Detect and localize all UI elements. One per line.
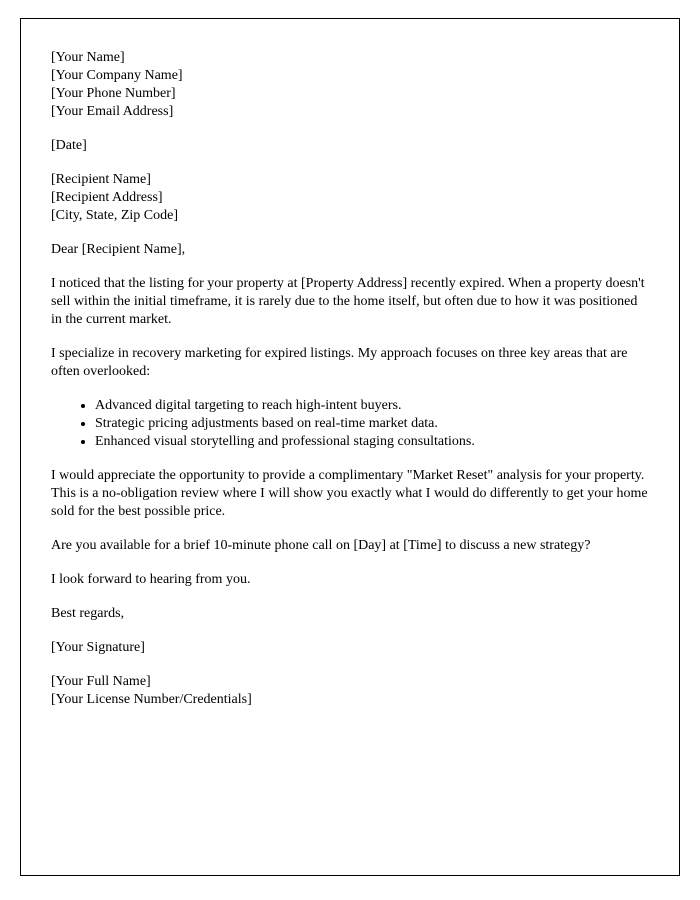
list-item: • Strategic pricing adjustments based on real-time market data.	[95, 415, 649, 433]
letter-page	[20, 18, 680, 876]
key-areas-list	[51, 397, 649, 451]
recipient-block	[51, 171, 649, 225]
signature-credentials: [Your License Number/Credentials]	[51, 692, 252, 707]
closing: Best regards,	[51, 606, 125, 621]
sender-block	[51, 49, 649, 121]
date-line: [Date]	[51, 138, 87, 153]
paragraph-intro: I noticed that the listing for your property at [Property Address] recently expired. When a property doesn't sell within the initial timeframe, it is rarely due to the home itself, but often due to how it was positioned in the current market.	[51, 276, 645, 327]
sender-phone: [Your Phone Number]	[51, 86, 176, 101]
signature-block	[51, 673, 649, 709]
date-block	[51, 137, 649, 155]
recipient-address: [Recipient Address]	[51, 190, 163, 205]
letter-body	[21, 19, 679, 709]
sender-name: [Your Name]	[51, 50, 125, 65]
signature-placeholder: [Your Signature]	[51, 640, 145, 655]
paragraph-call-request: Are you available for a brief 10-minute phone call on [Day] at [Time] to discuss a new strategy?	[51, 538, 591, 553]
sender-email: [Your Email Address]	[51, 104, 174, 119]
recipient-city-state-zip: [City, State, Zip Code]	[51, 208, 179, 223]
recipient-name: [Recipient Name]	[51, 172, 151, 187]
paragraph-offer: I would appreciate the opportunity to provide a complimentary "Market Reset" analysis for your property. This is a no-obligation review where I will show you exactly what I would do differently to get your home sold for the best possible price.	[51, 468, 648, 519]
paragraph-lookforward: I look forward to hearing from you.	[51, 572, 251, 587]
salutation: Dear [Recipient Name],	[51, 242, 186, 257]
list-item: • Enhanced visual storytelling and professional staging consultations.	[95, 433, 649, 451]
sender-company: [Your Company Name]	[51, 68, 183, 83]
list-item: • Advanced digital targeting to reach high-intent buyers.	[95, 397, 649, 415]
paragraph-specialty: I specialize in recovery marketing for expired listings. My approach focuses on three key areas that are often overlooked:	[51, 346, 628, 379]
signature-full-name: [Your Full Name]	[51, 674, 151, 689]
